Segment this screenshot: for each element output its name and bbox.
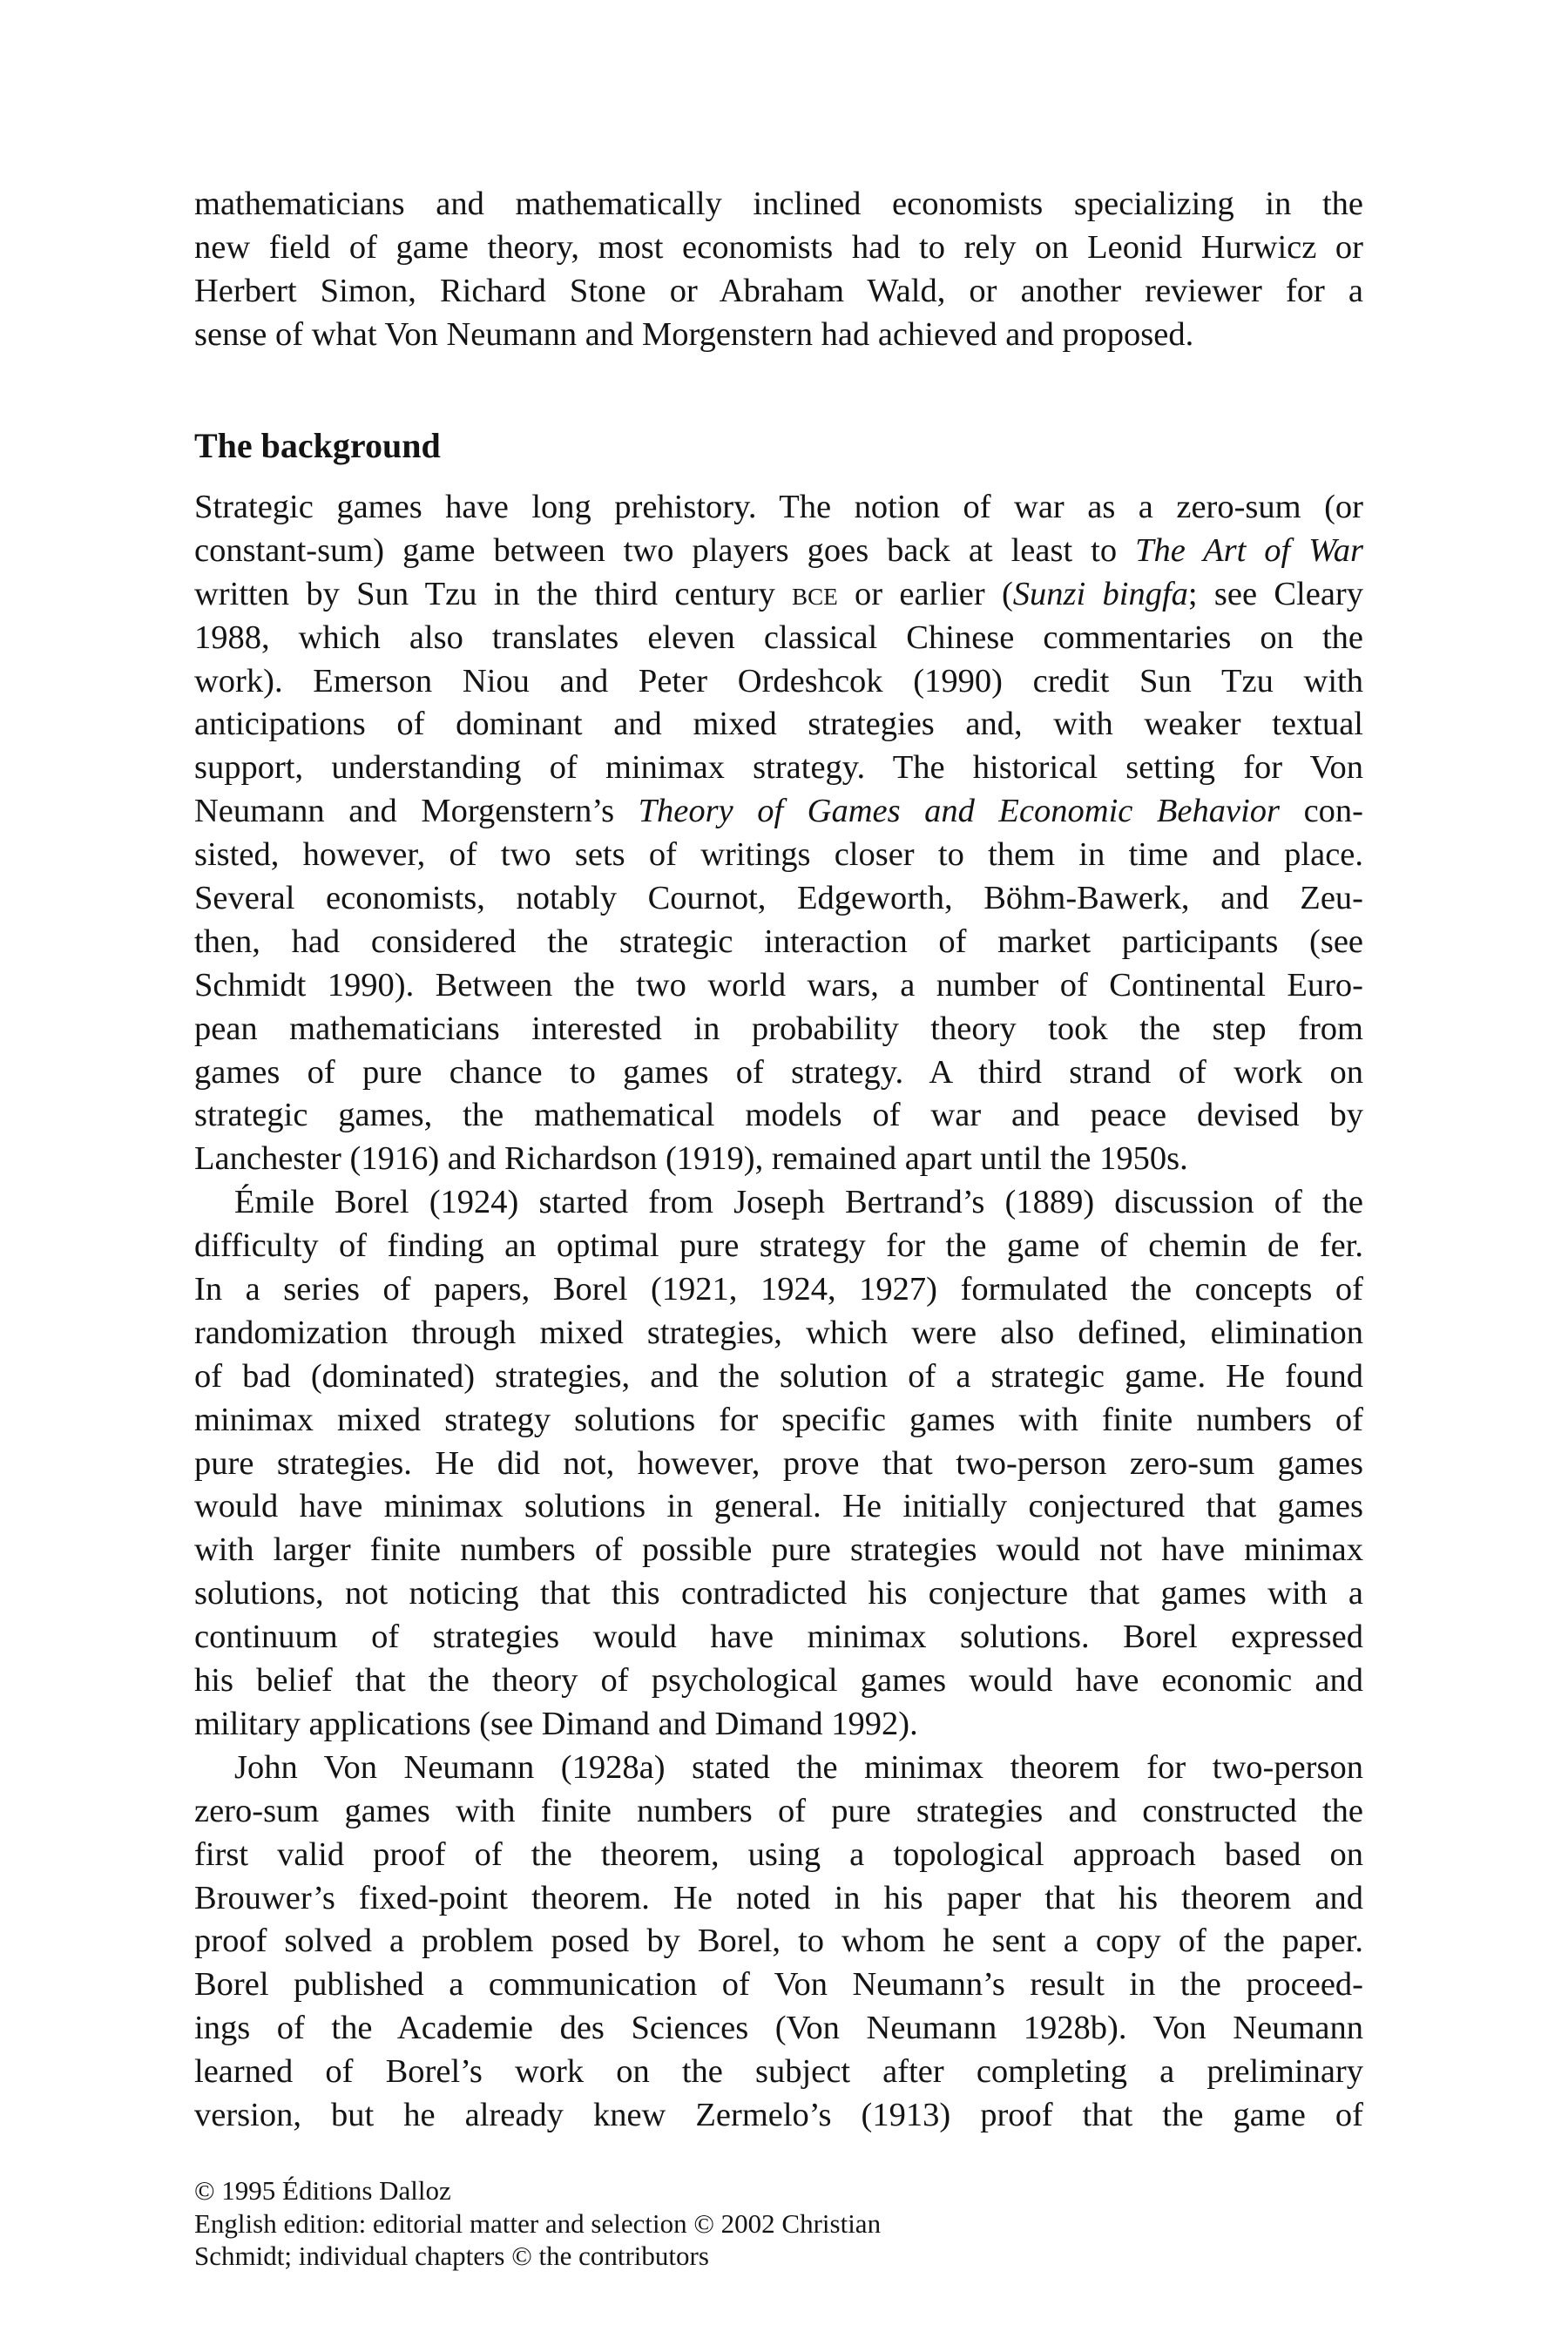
copyright-line: © 1995 Éditions Dalloz <box>194 2175 451 2206</box>
text-line <box>194 486 1363 530</box>
text-segment: then, had considered the strategic interaction of market participants (see <box>194 923 1363 960</box>
text-line <box>194 2007 1363 2051</box>
text-line <box>194 270 1363 314</box>
text-line <box>194 877 1363 921</box>
text-line <box>194 1616 1363 1659</box>
text-segment: Borel published a communication of Von Neumann’s result in the proceed- <box>194 1966 1363 2004</box>
copyright-line: English edition: editorial matter and selection © 2002 Christian <box>194 2207 882 2239</box>
text-segment: constant-sum) game between two players goes back at least to <box>194 531 1136 569</box>
text-segment: Several economists, notably Cournot, Edgeworth, Böhm-Bawerk, and Zeu- <box>194 880 1363 917</box>
text-segment: pean mathematicians interested in probability theory took the step from <box>194 1010 1363 1047</box>
text-segment: his belief that the theory of psychological games would have economic and <box>194 1662 1363 1700</box>
text-line <box>194 790 1363 834</box>
text-line <box>194 1399 1363 1443</box>
text-line <box>194 747 1363 790</box>
section-heading: The background <box>194 426 441 465</box>
text-segment: Herbert Simon, Richard Stone or Abraham Wald, or another reviewer for a <box>194 272 1363 309</box>
text-line <box>194 573 1363 617</box>
text-line <box>194 921 1363 964</box>
text-line <box>194 1790 1363 1834</box>
body-text <box>194 486 1363 2138</box>
text-line <box>194 1920 1363 1963</box>
text-segment: solutions, not noticing that this contradicted his conjecture that games with a <box>194 1575 1363 1612</box>
text-line <box>194 1094 1363 1138</box>
text-segment: proof solved a problem posed by Borel, to whom he sent a copy of the paper. <box>194 1923 1363 1960</box>
text-line <box>194 1268 1363 1312</box>
text-segment: Schmidt 1990). Between the two world wars, a number of Continental Euro- <box>194 966 1363 1004</box>
text-line <box>194 1877 1363 1921</box>
text-segment: sisted, however, of two sets of writings closer to them in time and place. <box>194 836 1363 874</box>
text-segment: pure strategies. He did not, however, prove that two-person zero-sum games <box>194 1444 1363 1482</box>
text-line <box>194 1747 1363 1790</box>
text-segment: or earlier ( <box>837 575 1013 612</box>
small-caps-text: bce <box>792 575 838 612</box>
text-segment: military applications (see Dimand and Dimand 1992). <box>194 1705 918 1742</box>
text-line <box>194 1659 1363 1703</box>
text-line <box>194 2051 1363 2094</box>
copyright-footer <box>194 2174 881 2273</box>
text-line <box>194 1443 1363 1486</box>
text-segment: sense of what Von Neumann and Morgenstern had achieved and proposed. <box>194 315 1194 353</box>
text-segment: would have minimax solutions in general. He initially conjectured that games <box>194 1488 1363 1525</box>
text-line <box>194 617 1363 660</box>
text-line <box>194 1529 1363 1572</box>
text-segment: with larger finite numbers of possible pure strategies would not have minimax <box>194 1531 1363 1569</box>
text-line <box>194 1703 1363 1747</box>
text-segment: Émile Borel (1924) started from Joseph Bertrand’s (1889) discussion of the <box>234 1184 1363 1221</box>
text-line <box>194 1225 1363 1268</box>
text-line <box>194 964 1363 1008</box>
text-segment: first valid proof of the theorem, using a topological approach based on <box>194 1835 1363 1873</box>
text-line <box>194 703 1363 747</box>
text-segment: Neumann and Morgenstern’s <box>194 793 639 830</box>
text-segment: written by Sun Tzu in the third century <box>194 575 793 612</box>
text-segment: games of pure chance to games of strategy. A third strand of work on <box>194 1053 1363 1091</box>
text-line <box>194 1355 1363 1399</box>
text-segment: randomization through mixed strategies, which were also defined, elimination <box>194 1314 1363 1351</box>
text-line <box>194 183 1363 226</box>
text-segment: support, understanding of minimax strategy. The historical setting for Von <box>194 749 1363 787</box>
text-line <box>194 1834 1363 1877</box>
text-segment: minimax mixed strategy solutions for specific games with finite numbers of <box>194 1401 1363 1438</box>
text-segment: of bad (dominated) strategies, and the solution of a strategic game. He found <box>194 1357 1363 1395</box>
text-segment: Strategic games have long prehistory. The notion of war as a zero-sum (or <box>194 489 1363 525</box>
text-segment: 1988, which also translates eleven classical Chinese commentaries on the <box>194 618 1363 656</box>
text-segment: version, but he already knew Zermelo’s (1913) proof that the game of <box>194 2096 1363 2133</box>
text-line <box>194 2094 1363 2138</box>
text-segment: zero-sum games with finite numbers of pure strategies and constructed the <box>194 1792 1363 1829</box>
text-segment: learned of Borel’s work on the subject after completing a preliminary <box>194 2053 1363 2091</box>
intro-paragraph <box>194 183 1363 357</box>
text-segment: In a series of papers, Borel (1921, 1924, 1927) formulated the concepts of <box>194 1271 1363 1308</box>
text-segment: work). Emerson Niou and Peter Ordeshcok (1990) credit Sun Tzu with <box>194 662 1363 700</box>
text-segment: new field of game theory, most economists had to rely on Leonid Hurwicz or <box>194 228 1363 266</box>
text-segment: continuum of strategies would have minimax solutions. Borel expressed <box>194 1619 1363 1656</box>
text-segment: ings of the Academie des Sciences (Von Neumann 1928b). Von Neumann <box>194 2010 1363 2047</box>
text-segment: con- <box>1280 793 1363 830</box>
italic-text: Sunzi bingfa <box>1012 575 1188 612</box>
italic-text: Theory of Games and Economic Behavior <box>638 793 1281 830</box>
text-line <box>194 1963 1363 2007</box>
text-segment: Lanchester (1916) and Richardson (1919), remained apart until the 1950s. <box>194 1140 1188 1178</box>
text-segment: mathematicians and mathematically inclined economists specializing in the <box>194 186 1363 222</box>
text-line <box>194 1181 1363 1225</box>
text-segment: difficulty of finding an optimal pure strategy for the game of chemin de fer. <box>194 1227 1363 1265</box>
text-segment: anticipations of dominant and mixed strategies and, with weaker textual <box>194 706 1363 743</box>
text-line <box>194 530 1363 573</box>
text-segment: John Von Neumann (1928a) stated the minimax theorem for two-person <box>234 1748 1363 1786</box>
copyright-line: Schmidt; individual chapters © the contributors <box>194 2240 709 2272</box>
text-line <box>194 660 1363 704</box>
text-segment: strategic games, the mathematical models of war and peace devised by <box>194 1097 1363 1134</box>
text-line <box>194 1312 1363 1355</box>
text-line <box>194 226 1363 270</box>
text-line <box>194 1485 1363 1529</box>
text-line <box>194 1572 1363 1616</box>
text-line <box>194 314 1363 357</box>
text-line <box>194 1138 1363 1181</box>
text-line <box>194 1051 1363 1095</box>
text-line <box>194 1008 1363 1051</box>
text-segment: Brouwer’s fixed-point theorem. He noted in his paper that his theorem and <box>194 1879 1363 1916</box>
text-line <box>194 834 1363 877</box>
text-segment: ; see Cleary <box>1187 575 1363 612</box>
italic-text: The Art of War <box>1135 531 1364 569</box>
